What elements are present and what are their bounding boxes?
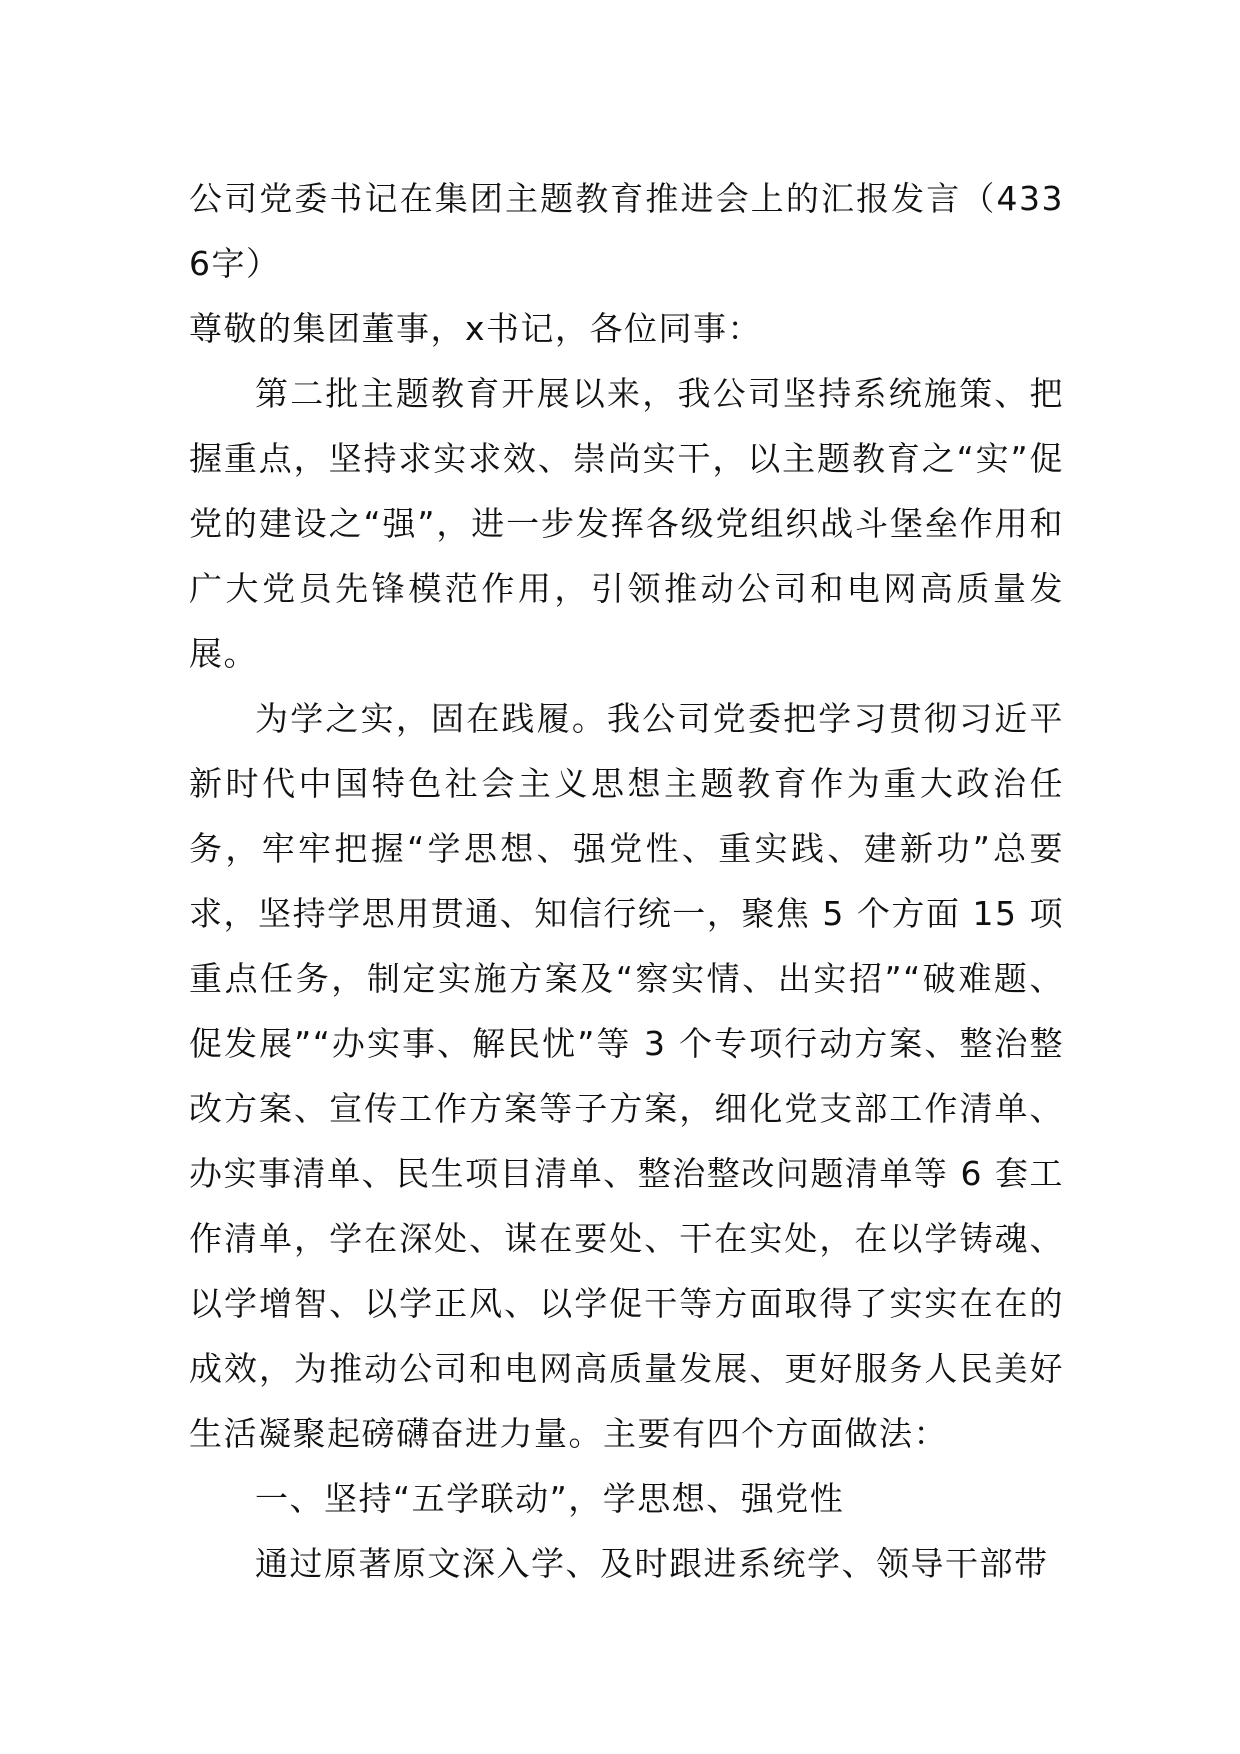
section-heading: 一、坚持“五学联动”，学思想、强党性 (255, 1479, 845, 1518)
document-title: 公司党委书记在集团主题教育推进会上的汇报发言（4336字） (189, 179, 1064, 283)
document-body (189, 166, 1064, 1596)
paragraph-section-one: 通过原著原文深入学、及时跟进系统学、领导干部带 (255, 1544, 1049, 1583)
salutation: 尊敬的集团董事，x书记，各位同事： (189, 309, 763, 348)
paragraph-intro: 第二批主题教育开展以来，我公司坚持系统施策、把握重点，坚持求实求效、崇尚实干，以主题教育之“实”促党的建设之“强”，进一步发挥各级党组织战斗堡垒作用和广大党员先锋模范作用，引领推动公司和电网高质量发展。 (189, 374, 1064, 673)
paragraph-study: 为学之实，固在践履。我公司党委把学习贯彻习近平新时代中国特色社会主义思想主题教育作为重大政治任务，牢牢把握“学思想、强党性、重实践、建新功”总要求，坚持学思用贯通、知信行统一，聚焦 5 个方面 15 项重点任务，制定实施方案及“察实情、出实招”“破难题、促发展”“办实事、解民忧”等 3 个专项行动方案、整治整改方案、宣传工作方案等子方案，细化党支部工作清单、办实事清单、民生项目清单、整治整改问题清单等 6 套工作清单，学在深处、谋在要处、干在实处，在以学铸魂、以学增智、以学正风、以学促干等方面取得了实实在在的成效，为推动公司和电网高质量发展、更好服务人民美好生活凝聚起磅礴奋进力量。主要有四个方面做法： (189, 699, 1064, 1453)
